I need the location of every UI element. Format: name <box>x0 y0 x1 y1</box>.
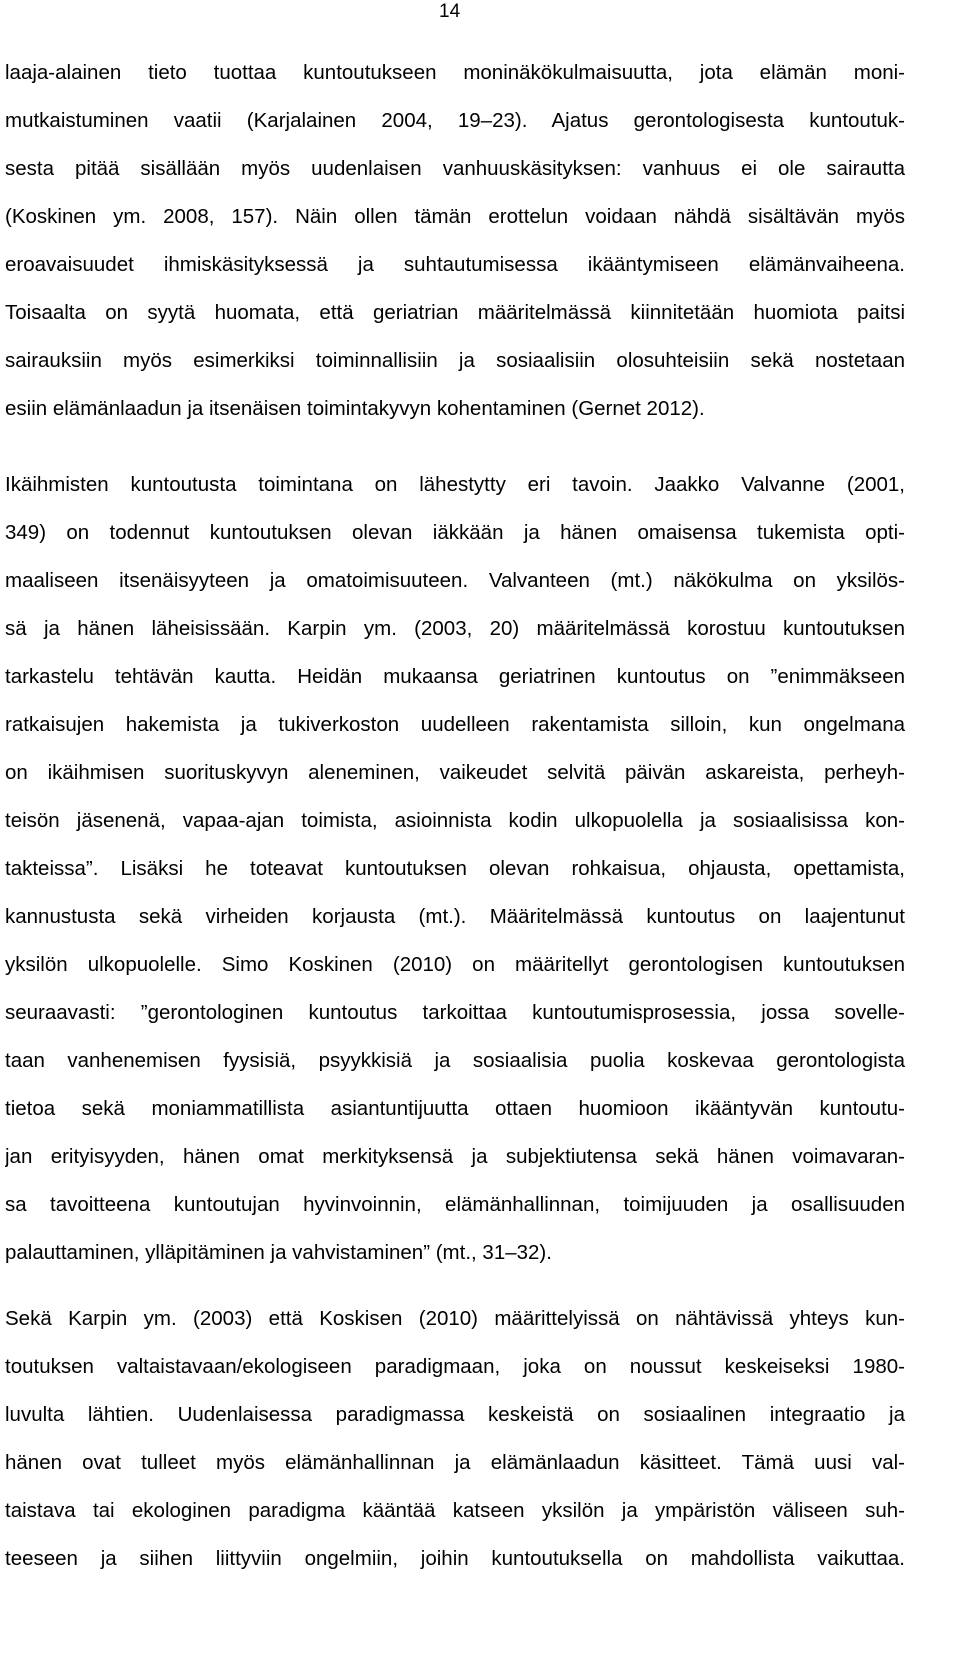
text-line: Toisaalta on syytä huomata, että geriatrian määritelmässä kiinnitetään huomiota paitsi <box>5 301 905 324</box>
text-line: palauttaminen, ylläpitäminen ja vahvistaminen” (mt., 31–32). <box>5 1241 552 1264</box>
paragraph-1 <box>5 49 905 433</box>
text-line: sairauksiin myös esimerkiksi toiminnallisiin ja sosiaalisiin olosuhteisiin sekä nostetaan <box>5 349 905 372</box>
text-line: esiin elämänlaadun ja itsenäisen toimintakyvyn kohentaminen (Gernet 2012). <box>5 397 705 420</box>
text-line: ratkaisujen hakemista ja tukiverkoston uudelleen rakentamista silloin, kun ongelmana <box>5 713 905 736</box>
text-line: teeseen ja siihen liittyviin ongelmiin, joihin kuntoutuksella on mahdollista vaikuttaa. <box>5 1547 905 1570</box>
paragraph-3 <box>5 1295 905 1583</box>
text-line: tietoa sekä moniammatillista asiantuntijuutta ottaen huomioon ikääntyvän kuntoutu- <box>5 1097 905 1120</box>
text-line: taan vanhenemisen fyysisiä, psyykkisiä ja sosiaalisia puolia koskevaa gerontologista <box>5 1049 905 1072</box>
paragraph-2 <box>5 461 905 1277</box>
text-line: on ikäihmisen suorituskyvyn aleneminen, vaikeudet selvitä päivän askareista, perheyh- <box>5 761 905 784</box>
text-line: sesta pitää sisällään myös uudenlaisen vanhuuskäsityksen: vanhuus ei ole sairautta <box>5 157 905 180</box>
text-line: tarkastelu tehtävän kautta. Heidän mukaansa geriatrinen kuntoutus on ”enimmäkseen <box>5 665 905 688</box>
text-line: laaja-alainen tieto tuottaa kuntoutukseen moninäkökulmaisuutta, jota elämän moni- <box>5 61 905 84</box>
text-line: jan erityisyyden, hänen omat merkityksensä ja subjektiutensa sekä hänen voimavaran- <box>5 1145 905 1168</box>
text-line: maaliseen itsenäisyyteen ja omatoimisuuteen. Valvanteen (mt.) näkökulma on yksilös- <box>5 569 905 592</box>
text-line: Ikäihmisten kuntoutusta toimintana on lähestytty eri tavoin. Jaakko Valvanne (2001, <box>5 473 905 496</box>
text-line: takteissa”. Lisäksi he toteavat kuntoutuksen olevan rohkaisua, ohjausta, opettamista, <box>5 857 905 880</box>
text-line: teisön jäsenenä, vapaa-ajan toimista, asioinnista kodin ulkopuolella ja sosiaalisissa kon- <box>5 809 905 832</box>
text-line: yksilön ulkopuolelle. Simo Koskinen (2010) on määritellyt gerontologisen kuntoutuksen <box>5 953 905 976</box>
text-line: sa tavoitteena kuntoutujan hyvinvoinnin, elämänhallinnan, toimijuuden ja osallisuuden <box>5 1193 905 1216</box>
text-line: (Koskinen ym. 2008, 157). Näin ollen tämän erottelun voidaan nähdä sisältävän myös <box>5 205 905 228</box>
text-line: mutkaistuminen vaatii (Karjalainen 2004, 19–23). Ajatus gerontologisesta kuntoutuk- <box>5 109 905 132</box>
text-line: toutuksen valtaistavaan/ekologiseen paradigmaan, joka on noussut keskeiseksi 1980- <box>5 1355 905 1378</box>
text-line: seuraavasti: ”gerontologinen kuntoutus tarkoittaa kuntoutumisprosessia, jossa sovelle- <box>5 1001 905 1024</box>
text-line: kannustusta sekä virheiden korjausta (mt.). Määritelmässä kuntoutus on laajentunut <box>5 905 905 928</box>
text-line: luvulta lähtien. Uudenlaisessa paradigmassa keskeistä on sosiaalinen integraatio ja <box>5 1403 905 1426</box>
text-line: Sekä Karpin ym. (2003) että Koskisen (2010) määrittelyissä on nähtävissä yhteys kun- <box>5 1307 905 1330</box>
text-line: sä ja hänen läheisissään. Karpin ym. (2003, 20) määritelmässä korostuu kuntoutuksen <box>5 617 905 640</box>
text-line: hänen ovat tulleet myös elämänhallinnan ja elämänlaadun käsitteet. Tämä uusi val- <box>5 1451 905 1474</box>
text-line: eroavaisuudet ihmiskäsityksessä ja suhtautumisessa ikääntymiseen elämänvaiheena. <box>5 253 905 276</box>
text-line: taistava tai ekologinen paradigma kääntää katseen yksilön ja ympäristön väliseen suh- <box>5 1499 905 1522</box>
page-number: 14 <box>439 1 461 22</box>
text-line: 349) on todennut kuntoutuksen olevan iäkkään ja hänen omaisensa tukemista opti- <box>5 521 905 544</box>
